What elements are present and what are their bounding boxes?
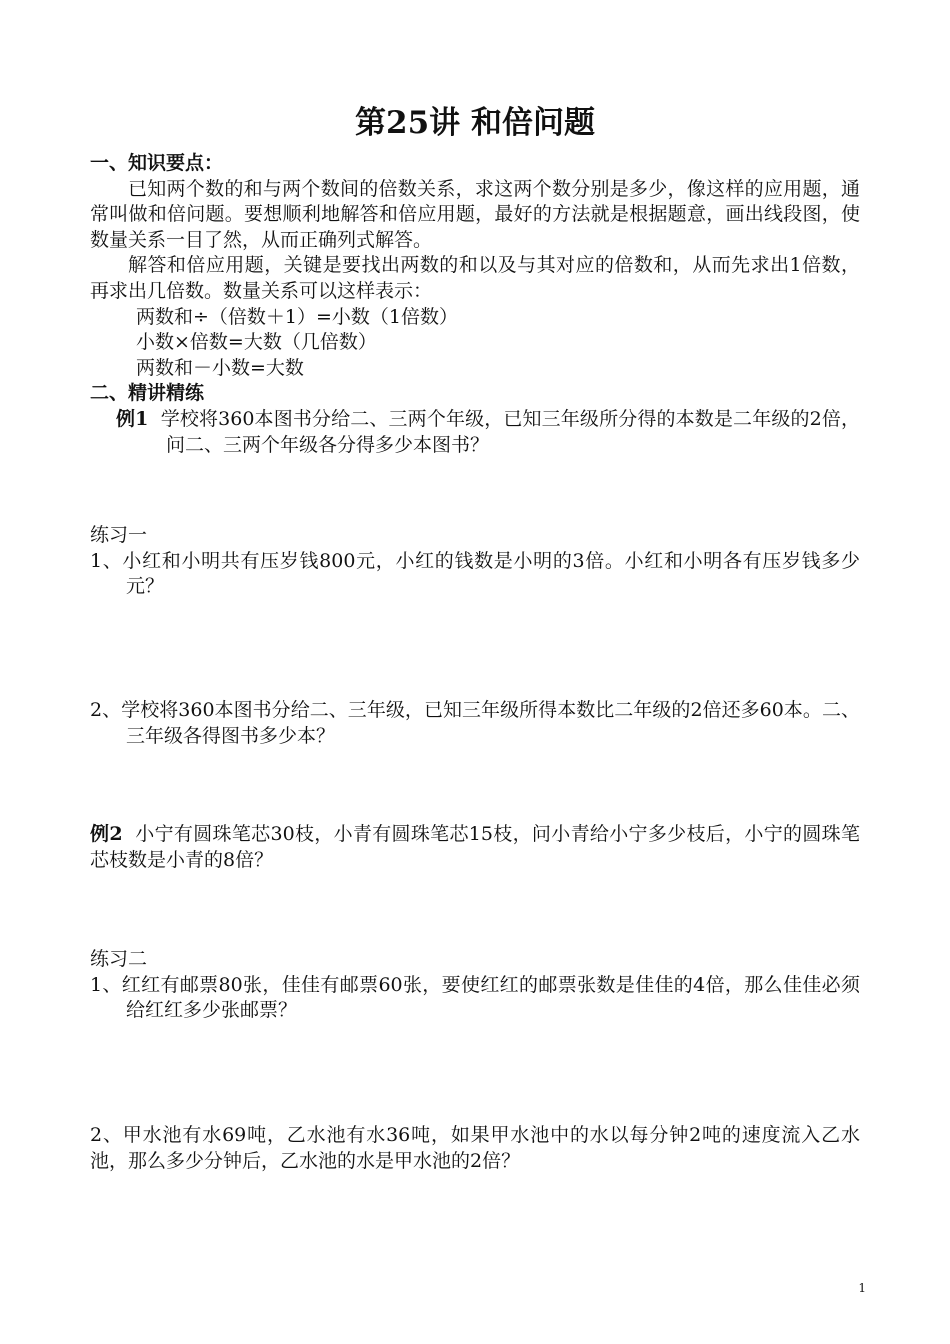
practice-item: 2、甲水池有水69吨，乙水池有水36吨，如果甲水池中的水以每分钟2吨的速度流入乙水池，那么多少分钟后，乙水池的水是甲水池的2倍？ — [90, 1124, 860, 1172]
practice-item: 1、小红和小明共有压岁钱800元，小红的钱数是小明的3倍。小红和小明各有压岁钱多少元？ — [90, 549, 860, 598]
practice-item: 2、学校将360本图书分给二、三年级，已知三年级所得本数比二年级的2倍还多60本。二、三年级各得图书多少本？ — [90, 699, 860, 747]
section-heading-knowledge: 一、知识要点： — [90, 152, 224, 174]
example-label: 例1 — [116, 407, 149, 430]
example-text: 小宁有圆珠笔芯30枝，小青有圆珠笔芯15枝，问小青给小宁多少枝后，小宁的圆珠笔芯枝数是小青的8倍？ — [90, 823, 860, 871]
example-label: 例2 — [90, 823, 123, 845]
practice-1 — [90, 523, 860, 600]
practice-heading: 练习一 — [90, 524, 148, 546]
practice-1-item-2 — [90, 698, 860, 749]
practice-item: 1、红红有邮票80张，佳佳有邮票60张，要使红红的邮票张数是佳佳的4倍，那么佳佳必须给红红多少张邮票？ — [90, 973, 860, 1022]
formula-line: 两数和－小数=大数 — [136, 356, 304, 379]
practice-2-item-2 — [90, 1123, 860, 1174]
formula-line: 两数和÷（倍数＋1）=小数（1倍数） — [136, 305, 459, 328]
practice-2 — [90, 947, 860, 1024]
section-knowledge — [90, 151, 860, 458]
example-text: 学校将360本图书分给二、三两个年级，已知三年级所分得的本数是二年级的2倍，问二、三两个年级各分得多少本图书？ — [160, 407, 860, 456]
section-heading-practice: 二、精讲精练 — [90, 382, 205, 405]
formula-line: 小数×倍数=大数（几倍数） — [136, 331, 377, 354]
page-number: 1 — [858, 1281, 866, 1295]
knowledge-paragraph-2: 解答和倍应用题，关键是要找出两数的和以及与其对应的倍数和，从而先求出1倍数，再求出几倍数。数量关系可以这样表示： — [90, 254, 860, 302]
page-title: 第25讲 和倍问题 — [355, 105, 595, 141]
example-2 — [90, 822, 860, 873]
practice-heading: 练习二 — [90, 948, 148, 970]
example-1 — [90, 407, 860, 458]
knowledge-paragraph-1: 已知两个数的和与两个数间的倍数关系，求这两个数分别是多少，像这样的应用题，通常叫做和倍问题。要想顺利地解答和倍应用题，最好的方法就是根据题意，画出线段图，使数量关系一目了然，从而正确列式解答。 — [90, 177, 860, 251]
